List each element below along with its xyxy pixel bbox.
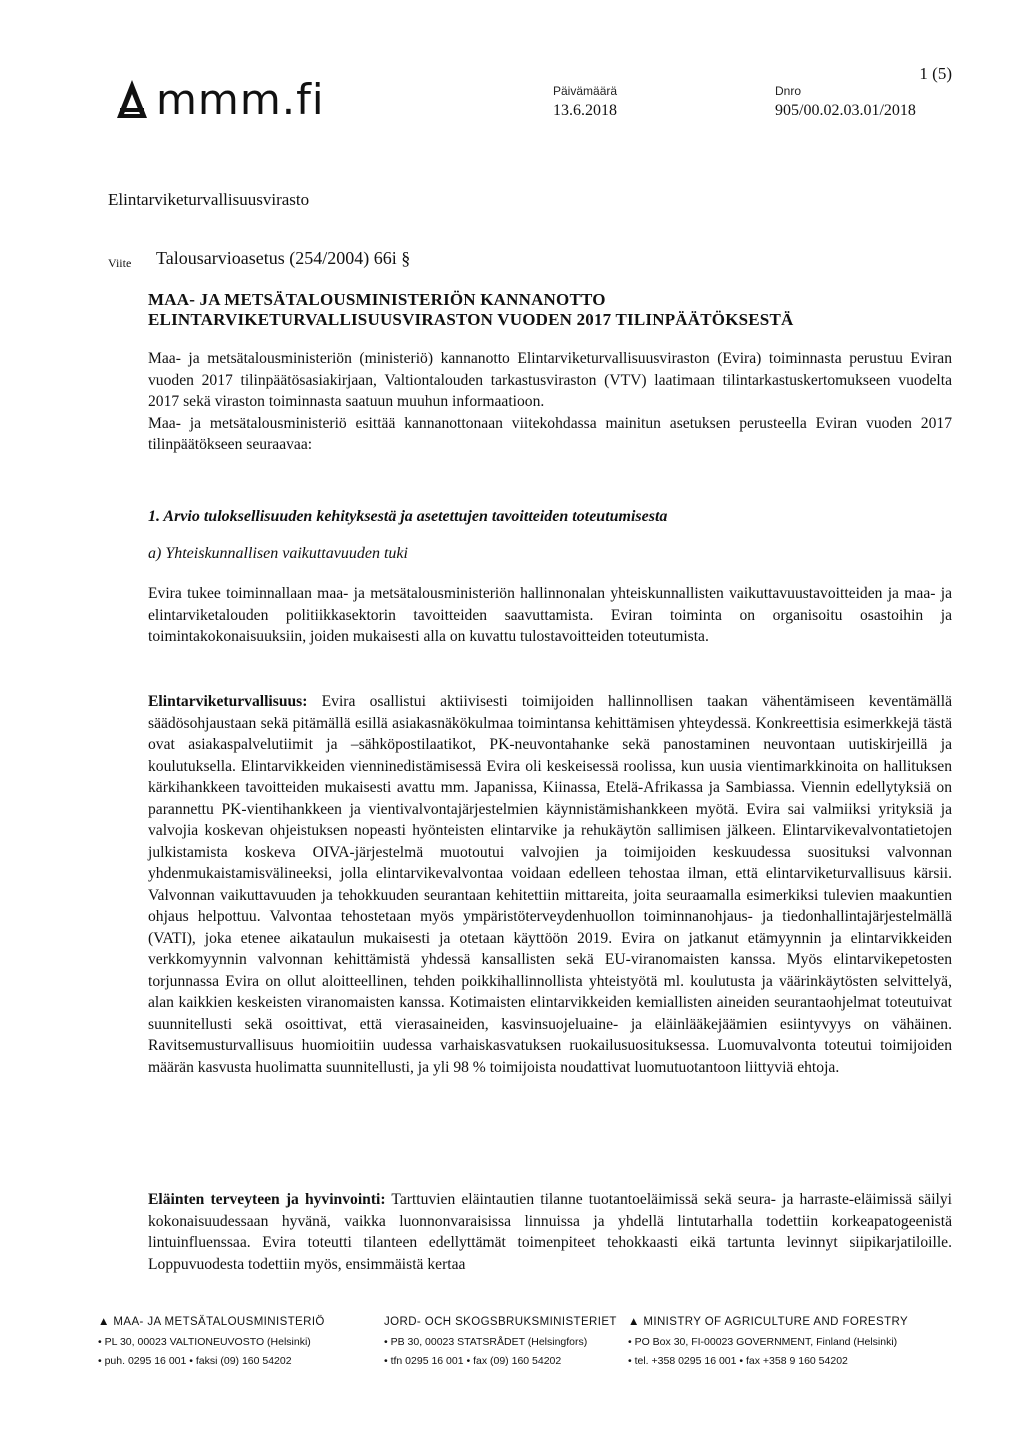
bullet-icon: •	[98, 1336, 105, 1348]
footer-sv-contact: tfn 0295 16 001 • fax (09) 160 54202	[390, 1355, 562, 1367]
footer-finnish	[98, 1316, 325, 1374]
footer-fi-address: PL 30, 00023 VALTIONEUVOSTO (Helsinki)	[104, 1336, 311, 1348]
intro-paragraph	[148, 348, 952, 456]
ministry-logo	[114, 76, 374, 136]
dnro-label: Dnro	[775, 84, 802, 98]
paragraph-societal-impact	[148, 583, 952, 648]
intro-text-2: Maa- ja metsätalousministeriö esittää kannanottonaan viitekohdassa mainitun asetuksen perusteella Eviran vuoden 2017 tilinpäätökseen seuraavaa:	[148, 414, 952, 453]
paragraph-food-safety	[148, 691, 952, 1078]
footer-fi-contact: puh. 0295 16 001 • faksi (09) 160 54202	[104, 1355, 292, 1367]
date-value: 13.6.2018	[553, 102, 617, 119]
date-label: Päivämäärä	[553, 84, 618, 98]
reference-label: Viite	[108, 256, 132, 270]
footer-triangle-icon: ▲	[628, 1316, 644, 1328]
footer-english	[628, 1316, 908, 1374]
ministry-emblem-icon	[114, 78, 150, 122]
footer-en-contact: tel. +358 0295 16 001 • fax +358 9 160 54202	[634, 1355, 848, 1367]
footer-sv-address: PB 30, 00023 STATSRÅDET (Helsingfors)	[390, 1336, 588, 1348]
bullet-icon: •	[384, 1355, 391, 1367]
subsection-a-heading: a) Yhteiskunnallisen vaikuttavuuden tuki	[148, 545, 408, 562]
food-safety-text: Evira osallistui aktiivisesti toimijoiden hallinnollisen taakan vähentämiseen keventämällä säädösohjaustaan sekä pitämällä esillä asiakasnäkökulmaa toimintansa kehittämisen yhteydessä. Konkreettisia esimerkkejä tästä ovat asiakaspalvelutiimit ja –sähköpostilaatikot, PK-neuvontahanke sekä panostaminen neuvontaan uutiskirjeillä ja koulutuksella. Elintarvikkeiden vienninedistämisessä Evira oli keskeisessä roolissa, kun uusia vientimarkkinoita on hallituksen kärkihankkeen tavoitteiden mukaisesti avattu mm. Japanissa, Kiinassa, Etelä-Afrikassa ja Sambiassa. Viennin edellytyksiä on parannettu PK-vientihankkeen ja vientivalvontajärjestelmien käynnistämishankkeen myötä. Evira sai valmiiksi yrityksiä ja valvojia koskevan ohjeistuksen nopeasti hyönteisten elintarvike ja rehukäytön sallimisen jälkeen. Elintarvikevalvontatietojen julkistamista koskeva OIVA-järjestelmä muotoutui valvojien ja toimijoiden keskuudessa suosituksi valvonnan yhdenmukaistamisvälineeksi, jolla elintarvikevalvontaa voidaan edelleen tehostaa ilman, että elintarviketurvallisuus kärsii. Valvonnan vaikuttavuuden ja tehokkuuden seurantaan kehitettiin mittareita, joita seuraamalla esimerkiksi tulevien maakuntien ohjaus helpottuu. Valvontaa tehostetaan myös ympäristöterveydenhuollon toiminnanohjaus- ja tiedonhallintajärjestelmällä (VATI), joka etenee aikataulun mukaisesti ja otetaan käyttöön 2019. Evira on jatkanut etämyynnin ja elintarvikkeiden verkkomyynnin valvonnan kehittämistä yhdessä kansallisten sekä EU-viranomaisten kanssa. Myös elintarvikepetosten torjunnassa Evira on ollut aloitteellinen, tehden poikkihallinnollista yhteistyötä ml. koulutusta ja väärinkäytösten selvittelyä, alan kaikkien keskeisten viranomaisten kanssa. Kotimaisten elintarvikkeiden kemiallisten aineiden seurantaohjelmat toteutuivat suunnitellusti sekä osoittivat, että vierasaineiden, kasvinsuojeluaine- ja eläinlääkejäämien esiintyvyys on vähäinen. Ravitsemusturvallisuus huomioitiin uudessa varhaiskasvatuksen ruokailusuosituksessa. Luomuvalvonta toteutui toimijoiden määrän kasvusta huolimatta suunnitellusti, ja yli 98 % toimijoista noudattivat luomutuotantoon liittyviä ehtoja.	[148, 693, 952, 1076]
intro-text-1: Maa- ja metsätalousministeriön (ministeriö) kannanotto Elintarviketurvallisuusviraston (Evira) toiminnasta perustuu Eviran vuoden 2017 tilinpäätösasiakirjaan, Valtiontalouden tarkastusviraston (VTV) laatimaan tilintarkastuskertomukseen vuodelta 2017 sekä viraston toiminnasta saatuun muuhun informaatioon.	[148, 350, 952, 410]
footer-swedish	[384, 1316, 617, 1374]
page-number: 1 (5)	[919, 64, 952, 83]
footer-fi-name: MAA- JA METSÄTALOUSMINISTERIÖ	[113, 1316, 325, 1328]
bullet-icon: •	[384, 1336, 391, 1348]
animal-health-lead: Eläinten terveyteen ja hyvinvointi:	[148, 1191, 386, 1208]
bullet-icon: •	[98, 1355, 105, 1367]
reference-text: Talousarvioasetus (254/2004) 66i §	[156, 248, 411, 268]
footer-triangle-icon: ▲	[98, 1316, 114, 1328]
section-1-heading: 1. Arvio tuloksellisuuden kehityksestä ja asetettujen tavoitteiden toteutumisesta	[148, 508, 668, 525]
footer-en-name: MINISTRY OF AGRICULTURE AND FORESTRY	[643, 1316, 909, 1328]
recipient-agency: Elintarviketurvallisuusvirasto	[108, 190, 310, 209]
paragraph-societal-impact-text: Evira tukee toiminnallaan maa- ja metsätalousministeriön hallinnonalan yhteiskunnallisten vaikuttavuustavoitteiden ja maa- ja elintarviketalouden politiikkasektorin tavoitteiden saavuttamista. Eviran toiminta on organisoitu osastoihin ja toimintakokonaisuuksiin, joiden mukaisesti alla on kuvattu tulostavoitteiden toteutumista.	[148, 585, 952, 645]
bullet-icon: •	[628, 1336, 635, 1348]
logo-text: mmm.fi	[156, 75, 325, 124]
paragraph-animal-health	[148, 1189, 952, 1275]
footer-en-address: PO Box 30, FI-00023 GOVERNMENT, Finland (Helsinki)	[634, 1336, 898, 1348]
dnro-value: 905/00.02.03.01/2018	[775, 102, 916, 119]
footer-sv-name: JORD- OCH SKOGSBRUKSMINISTERIET	[384, 1316, 617, 1328]
animal-health-text: Tarttuvien eläintautien tilanne tuotantoeläimissä sekä seura- ja harraste-eläimissä säilyi kokonaisuudessaan hyvänä, vaikka luonnonvaraisissa linnuissa ja yhdellä lintutarhalla todettiin korkeapatogeenistä lintuinfluenssaa. Evira toteutti tilanteen edellyttämät toimenpiteet tehokkaasti eikä tartunta levinnyt siipikarjatiloille. Loppuvuodesta todettiin myös, ensimmäistä kertaa	[148, 1191, 952, 1273]
bullet-icon: •	[628, 1355, 635, 1367]
document-title: MAA- JA METSÄTALOUSMINISTERIÖN KANNANOTTO ELINTARVIKETURVALLISUUSVIRASTON VUODEN 2017 TILINPÄÄTÖKSESTÄ	[148, 290, 794, 329]
food-safety-lead: Elintarviketurvallisuus:	[148, 693, 308, 710]
